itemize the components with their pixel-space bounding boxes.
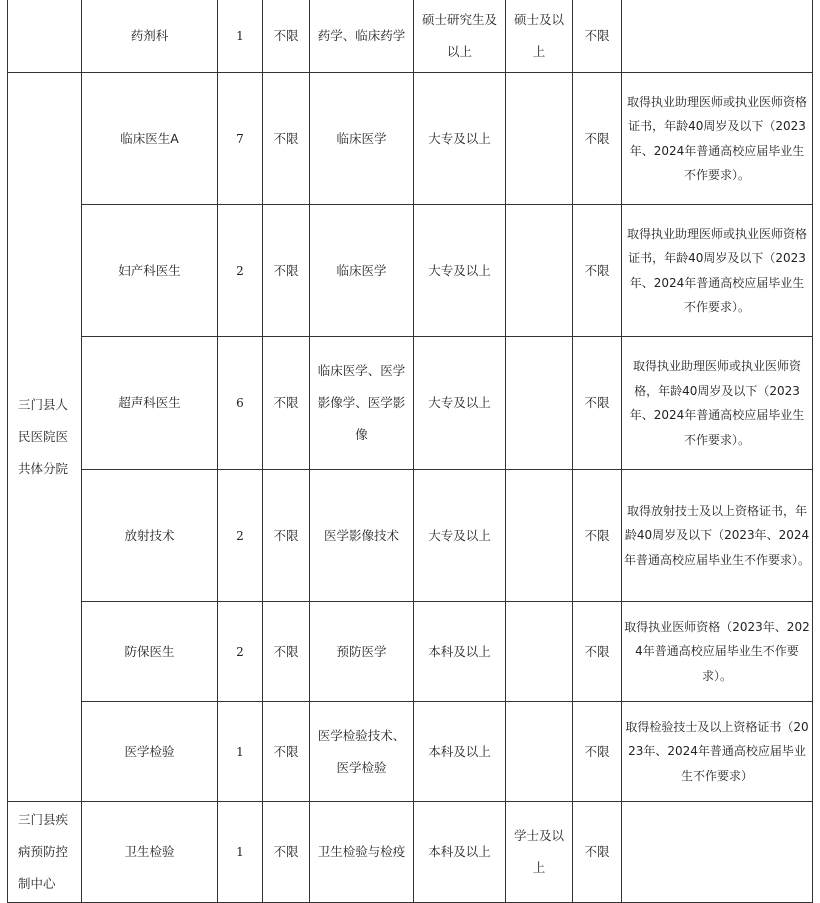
major-cell: 临床医学 [310,73,414,205]
count-cell: 1 [218,702,263,802]
table-row [8,602,813,702]
age-cell: 不限 [573,602,622,702]
degree-cell [506,205,573,337]
position-cell: 医学检验 [82,702,218,802]
gender-cell: 不限 [263,602,310,702]
degree-cell [506,470,573,602]
degree-cell [506,337,573,470]
gender-cell: 不限 [263,205,310,337]
major-cell: 医学检验技术、医学检验 [310,702,414,802]
other-requirements-cell: 取得放射技士及以上资格证书，年龄40周岁及以下（2023年、2024年普通高校应届毕业生不作要求）。 [622,470,813,602]
gender-cell: 不限 [263,0,310,73]
table-row [8,702,813,802]
table-row [8,470,813,602]
age-cell: 不限 [573,73,622,205]
education-cell: 硕士研究生及以上 [414,0,506,73]
recruitment-table [7,0,813,903]
count-cell: 2 [218,602,263,702]
gender-cell: 不限 [263,337,310,470]
major-cell: 医学影像技术 [310,470,414,602]
age-cell: 不限 [573,470,622,602]
count-cell: 1 [218,0,263,73]
age-cell: 不限 [573,802,622,903]
position-cell: 妇产科医生 [82,205,218,337]
count-cell: 1 [218,802,263,903]
education-cell: 大专及以上 [414,337,506,470]
position-cell: 超声科医生 [82,337,218,470]
table-row [8,205,813,337]
major-cell: 卫生检验与检疫 [310,802,414,903]
degree-cell: 学士及以上 [506,802,573,903]
degree-cell [506,602,573,702]
degree-cell [506,73,573,205]
education-cell: 本科及以上 [414,802,506,903]
position-cell: 卫生检验 [82,802,218,903]
count-cell: 6 [218,337,263,470]
gender-cell: 不限 [263,73,310,205]
age-cell: 不限 [573,702,622,802]
unit-cell: 三门县疾病预防控制中心 [8,802,82,903]
other-requirements-cell [622,802,813,903]
major-cell: 临床医学 [310,205,414,337]
count-cell: 2 [218,470,263,602]
other-requirements-cell: 取得执业助理医师或执业医师资格证书，年龄40周岁及以下（2023年、2024年普通高校应届毕业生不作要求）。 [622,73,813,205]
major-cell: 药学、临床药学 [310,0,414,73]
other-requirements-cell: 取得执业助理医师或执业医师资格，年龄40周岁及以下（2023年、2024年普通高校应届毕业生不作要求）。 [622,337,813,470]
position-cell: 防保医生 [82,602,218,702]
table-row [8,802,813,903]
other-requirements-cell [622,0,813,73]
major-cell: 临床医学、医学影像学、医学影像 [310,337,414,470]
age-cell: 不限 [573,337,622,470]
other-requirements-cell: 取得检验技士及以上资格证书（2023年、2024年普通高校应届毕业生不作要求） [622,702,813,802]
education-cell: 大专及以上 [414,470,506,602]
major-cell: 预防医学 [310,602,414,702]
degree-cell [506,702,573,802]
count-cell: 7 [218,73,263,205]
degree-cell: 硕士及以上 [506,0,573,73]
table-row [8,337,813,470]
education-cell: 大专及以上 [414,73,506,205]
education-cell: 大专及以上 [414,205,506,337]
unit-cell [8,0,82,73]
gender-cell: 不限 [263,702,310,802]
other-requirements-cell: 取得执业助理医师或执业医师资格证书，年龄40周岁及以下（2023年、2024年普通高校应届毕业生不作要求）。 [622,205,813,337]
gender-cell: 不限 [263,470,310,602]
age-cell: 不限 [573,0,622,73]
other-requirements-cell: 取得执业医师资格（2023年、2024年普通高校应届毕业生不作要求）。 [622,602,813,702]
count-cell: 2 [218,205,263,337]
table-row [8,73,813,205]
position-cell: 临床医生A [82,73,218,205]
position-cell: 药剂科 [82,0,218,73]
table-row [8,0,813,73]
education-cell: 本科及以上 [414,702,506,802]
unit-cell: 三门县人民医院医共体分院 [8,73,82,802]
age-cell: 不限 [573,205,622,337]
position-cell: 放射技术 [82,470,218,602]
gender-cell: 不限 [263,802,310,903]
education-cell: 本科及以上 [414,602,506,702]
